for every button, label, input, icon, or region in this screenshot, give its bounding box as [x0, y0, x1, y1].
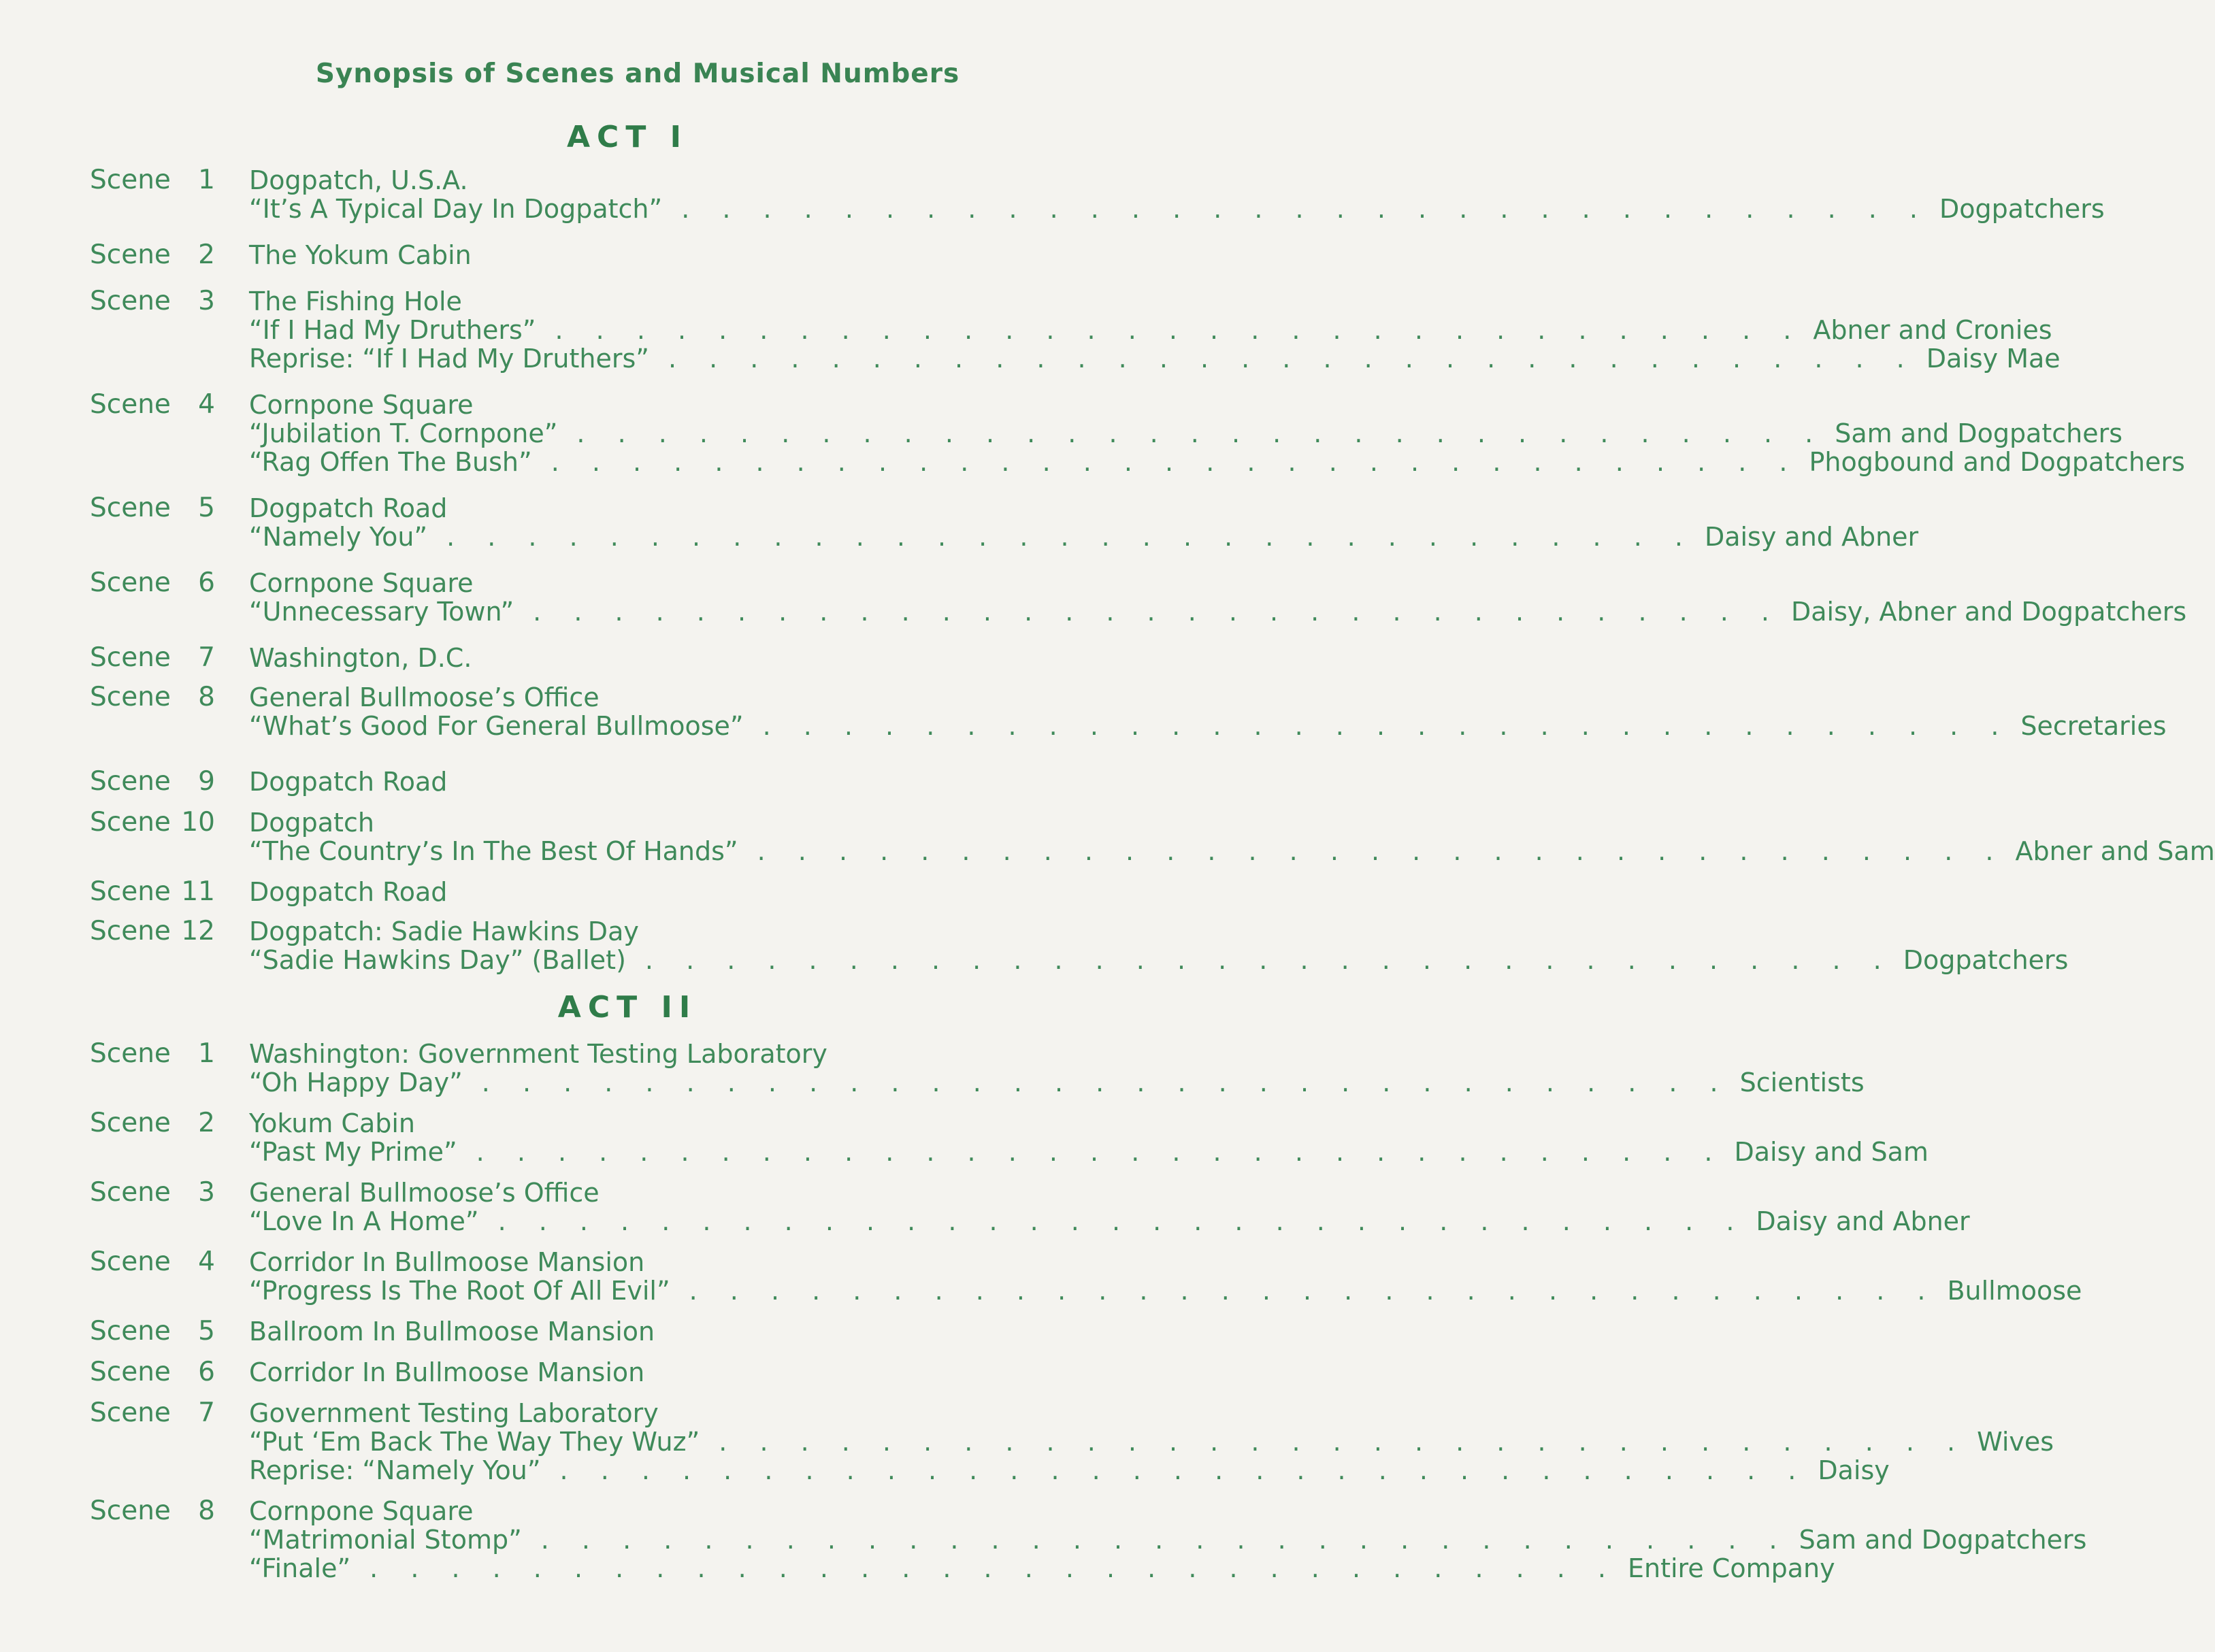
dot-leader: . . . . . . . . . . . . . . . . . . . . . . . . . . . . . . .	[719, 1427, 1968, 1457]
scene-number: 8	[198, 682, 215, 712]
scene-label: Scene	[90, 807, 171, 838]
scene-number: 4	[198, 1246, 215, 1277]
song-entry	[249, 1455, 1890, 1485]
song-title: “Oh Happy Day”	[249, 1068, 463, 1097]
scene-details	[249, 644, 1111, 672]
song-title: “Rag Offen The Bush”	[249, 447, 532, 477]
scene-location: Government Testing Laboratory	[249, 1398, 659, 1428]
scene-details	[249, 808, 2215, 866]
dot-leader: . . . . . . . . . . . . . . . . . . . . . . . . . . . . . . .	[540, 1525, 1790, 1555]
scene-details	[249, 1108, 1929, 1167]
song-entry	[249, 447, 2185, 477]
scene-details	[249, 286, 2061, 374]
song-performer: Daisy and Sam	[1734, 1137, 1929, 1167]
song-title: “Past My Prime”	[249, 1137, 457, 1167]
scene-label: Scene	[90, 286, 171, 316]
scene-location: Washington: Government Testing Laboratory	[249, 1039, 827, 1069]
song-title: “Progress Is The Root Of All Evil”	[249, 1276, 670, 1306]
song-title: “Unnecessary Town”	[249, 597, 514, 627]
dot-leader: . . . . . . . . . . . . . . . . . . . . . . . . . . . . . . .	[497, 1206, 1747, 1236]
scene-number: 6	[198, 1357, 215, 1387]
scene-location: Dogpatch Road	[249, 493, 448, 523]
song-title: “Love In A Home”	[249, 1206, 479, 1236]
song-title: Reprise: “Namely You”	[249, 1455, 541, 1485]
scene-details	[249, 682, 2167, 741]
scene-label: Scene	[90, 165, 171, 195]
song-title: “If I Had My Druthers”	[249, 315, 536, 345]
dot-leader: . . . . . . . . . . . . . . . . . . . . . . . . . . . . . . .	[555, 315, 1804, 345]
dot-leader: . . . . . . . . . . . . . . . . . . . . . . . . . . . . . . .	[757, 836, 2006, 866]
song-performer: Daisy Mae	[1926, 344, 2061, 374]
dot-leader: . . . . . . . . . . . . . . . . . . . . . . . . . . . . . . .	[476, 1137, 1725, 1167]
scene-details	[249, 1039, 1865, 1097]
scene-number: 5	[198, 1316, 215, 1347]
scene-location: The Fishing Hole	[249, 286, 462, 316]
scene-location: The Yokum Cabin	[249, 240, 472, 270]
scene-location: Washington, D.C.	[249, 643, 472, 673]
song-performer: Phogbound and Dogpatchers	[1809, 447, 2185, 477]
song-performer: Abner and Cronies	[1813, 315, 2052, 345]
song-entry	[249, 1427, 2054, 1457]
song-performer: Dogpatchers	[1939, 194, 2105, 224]
song-entry	[249, 1276, 2082, 1306]
scene-details	[249, 916, 2069, 975]
scene-number: 7	[198, 642, 215, 673]
song-entry	[249, 1137, 1929, 1167]
scene-details	[249, 241, 1111, 269]
scene-details	[249, 390, 2185, 477]
song-entry	[249, 194, 2105, 224]
scene-details	[249, 165, 2105, 224]
scene-label: Scene	[90, 1496, 171, 1526]
scene-label: Scene	[90, 916, 171, 946]
scene-location: Cornpone Square	[249, 1496, 474, 1526]
scene-number: 5	[198, 493, 215, 523]
scene-label: Scene	[90, 642, 171, 673]
song-performer: Entire Company	[1628, 1553, 1835, 1583]
song-performer: Daisy and Abner	[1756, 1206, 1970, 1236]
song-entry	[249, 945, 2069, 975]
scene-details	[249, 878, 1111, 906]
scene-number: 3	[198, 286, 215, 316]
dot-leader: . . . . . . . . . . . . . . . . . . . . . . . . . . . . . . .	[533, 597, 1782, 627]
scene-details	[249, 1496, 2087, 1583]
scene-label: Scene	[90, 682, 171, 712]
scene-label: Scene	[90, 493, 171, 523]
scene-label: Scene	[90, 766, 171, 797]
dot-leader: . . . . . . . . . . . . . . . . . . . . . . . . . . . . . . .	[559, 1455, 1809, 1485]
scene-number: 12	[181, 916, 215, 946]
song-performer: Abner and Sam	[2015, 836, 2215, 866]
scene-location: General Bullmoose’s Office	[249, 1178, 600, 1208]
scene-number: 3	[198, 1177, 215, 1208]
scene-location: Dogpatch Road	[249, 877, 448, 907]
scene-number: 8	[198, 1496, 215, 1526]
scene-number: 1	[198, 1038, 215, 1069]
scene-number: 2	[198, 1108, 215, 1138]
scene-label: Scene	[90, 1398, 171, 1428]
song-entry	[249, 418, 2123, 448]
scene-location: General Bullmoose’s Office	[249, 682, 600, 712]
scene-number: 6	[198, 567, 215, 598]
scene-details	[249, 1178, 1970, 1236]
scene-location: Ballroom In Bullmoose Mansion	[249, 1317, 655, 1347]
song-performer: Wives	[1977, 1427, 2054, 1457]
song-title: “Finale”	[249, 1553, 351, 1583]
scene-number: 7	[198, 1398, 215, 1428]
dot-leader: . . . . . . . . . . . . . . . . . . . . . . . . . . . . . . .	[576, 418, 1826, 448]
dot-leader: . . . . . . . . . . . . . . . . . . . . . . . . . . . . . . .	[668, 344, 1917, 374]
song-entry	[249, 344, 2061, 374]
scene-number: 9	[198, 766, 215, 797]
dot-leader: . . . . . . . . . . . . . . . . . . . . . . . . . . . . . . .	[481, 1068, 1730, 1097]
song-title: Reprise: “If I Had My Druthers”	[249, 344, 649, 374]
song-performer: Scientists	[1739, 1068, 1865, 1097]
scene-location: Dogpatch, U.S.A.	[249, 165, 468, 195]
scene-details	[249, 1247, 2082, 1306]
song-performer: Bullmoose	[1947, 1276, 2082, 1306]
song-title: “Namely You”	[249, 522, 428, 552]
scene-label: Scene	[90, 1177, 171, 1208]
song-title: “It’s A Typical Day In Dogpatch”	[249, 194, 663, 224]
scene-location: Corridor In Bullmoose Mansion	[249, 1357, 645, 1387]
scene-label: Scene	[90, 1316, 171, 1347]
song-performer: Dogpatchers	[1903, 945, 2069, 975]
scene-location: Dogpatch Road	[249, 767, 448, 797]
dot-leader: . . . . . . . . . . . . . . . . . . . . . . . . . . . . . . .	[446, 522, 1695, 552]
scene-number: 11	[181, 876, 215, 907]
song-entry	[249, 597, 2187, 627]
scene-label: Scene	[90, 567, 171, 598]
scene-location: Corridor In Bullmoose Mansion	[249, 1247, 645, 1277]
song-entry	[249, 1525, 2087, 1555]
scene-location: Cornpone Square	[249, 390, 474, 420]
scene-location: Dogpatch: Sadie Hawkins Day	[249, 916, 639, 946]
song-title: “Put ‘Em Back The Way They Wuz”	[249, 1427, 700, 1457]
scene-label: Scene	[90, 1038, 171, 1069]
song-title: “Matrimonial Stomp”	[249, 1525, 522, 1555]
scene-location: Dogpatch	[249, 808, 374, 838]
song-entry	[249, 711, 2167, 741]
scene-details	[249, 1398, 2054, 1485]
scene-details	[249, 568, 2187, 627]
act-heading: ACT II	[557, 990, 698, 1025]
scene-label: Scene	[90, 239, 171, 270]
scene-number: 1	[198, 165, 215, 195]
scene-details	[249, 767, 1111, 796]
scene-details	[249, 493, 1919, 552]
dot-leader: . . . . . . . . . . . . . . . . . . . . . . . . . . . . . . .	[762, 711, 2012, 741]
scene-number: 10	[181, 807, 215, 838]
song-performer: Sam and Dogpatchers	[1835, 418, 2123, 448]
song-performer: Secretaries	[2020, 711, 2167, 741]
song-performer: Daisy and Abner	[1704, 522, 1919, 552]
scene-details	[249, 1317, 1111, 1346]
song-title: “Jubilation T. Cornpone”	[249, 418, 558, 448]
song-entry	[249, 836, 2215, 866]
dot-leader: . . . . . . . . . . . . . . . . . . . . . . . . . . . . . . .	[681, 194, 1931, 224]
scene-label: Scene	[90, 876, 171, 907]
dot-leader: . . . . . . . . . . . . . . . . . . . . . . . . . . . . . . .	[370, 1553, 1618, 1583]
scene-label: Scene	[90, 1108, 171, 1138]
scene-number: 4	[198, 389, 215, 420]
song-entry	[249, 522, 1919, 552]
act-heading: ACT I	[566, 120, 689, 154]
dot-leader: . . . . . . . . . . . . . . . . . . . . . . . . . . . . . . .	[689, 1276, 1938, 1306]
scene-label: Scene	[90, 389, 171, 420]
song-performer: Sam and Dogpatchers	[1799, 1525, 2087, 1555]
scene-label: Scene	[90, 1357, 171, 1387]
scene-label: Scene	[90, 1246, 171, 1277]
dot-leader: . . . . . . . . . . . . . . . . . . . . . . . . . . . . . . .	[551, 447, 1800, 477]
song-entry	[249, 1068, 1865, 1097]
song-title: “The Country’s In The Best Of Hands”	[249, 836, 738, 866]
song-title: “What’s Good For General Bullmoose”	[249, 711, 744, 741]
song-title: “Sadie Hawkins Day” (Ballet)	[249, 945, 626, 975]
song-entry	[249, 1206, 1970, 1236]
scene-location: Yokum Cabin	[249, 1108, 416, 1138]
scene-number: 2	[198, 239, 215, 270]
song-performer: Daisy	[1818, 1455, 1890, 1485]
song-entry	[249, 1553, 1835, 1583]
page-title: Synopsis of Scenes and Musical Numbers	[315, 59, 960, 89]
scene-location: Cornpone Square	[249, 568, 474, 598]
song-entry	[249, 315, 2052, 345]
song-performer: Daisy, Abner and Dogpatchers	[1791, 597, 2187, 627]
scene-details	[249, 1358, 1111, 1387]
dot-leader: . . . . . . . . . . . . . . . . . . . . . . . . . . . . . . .	[644, 945, 1894, 975]
